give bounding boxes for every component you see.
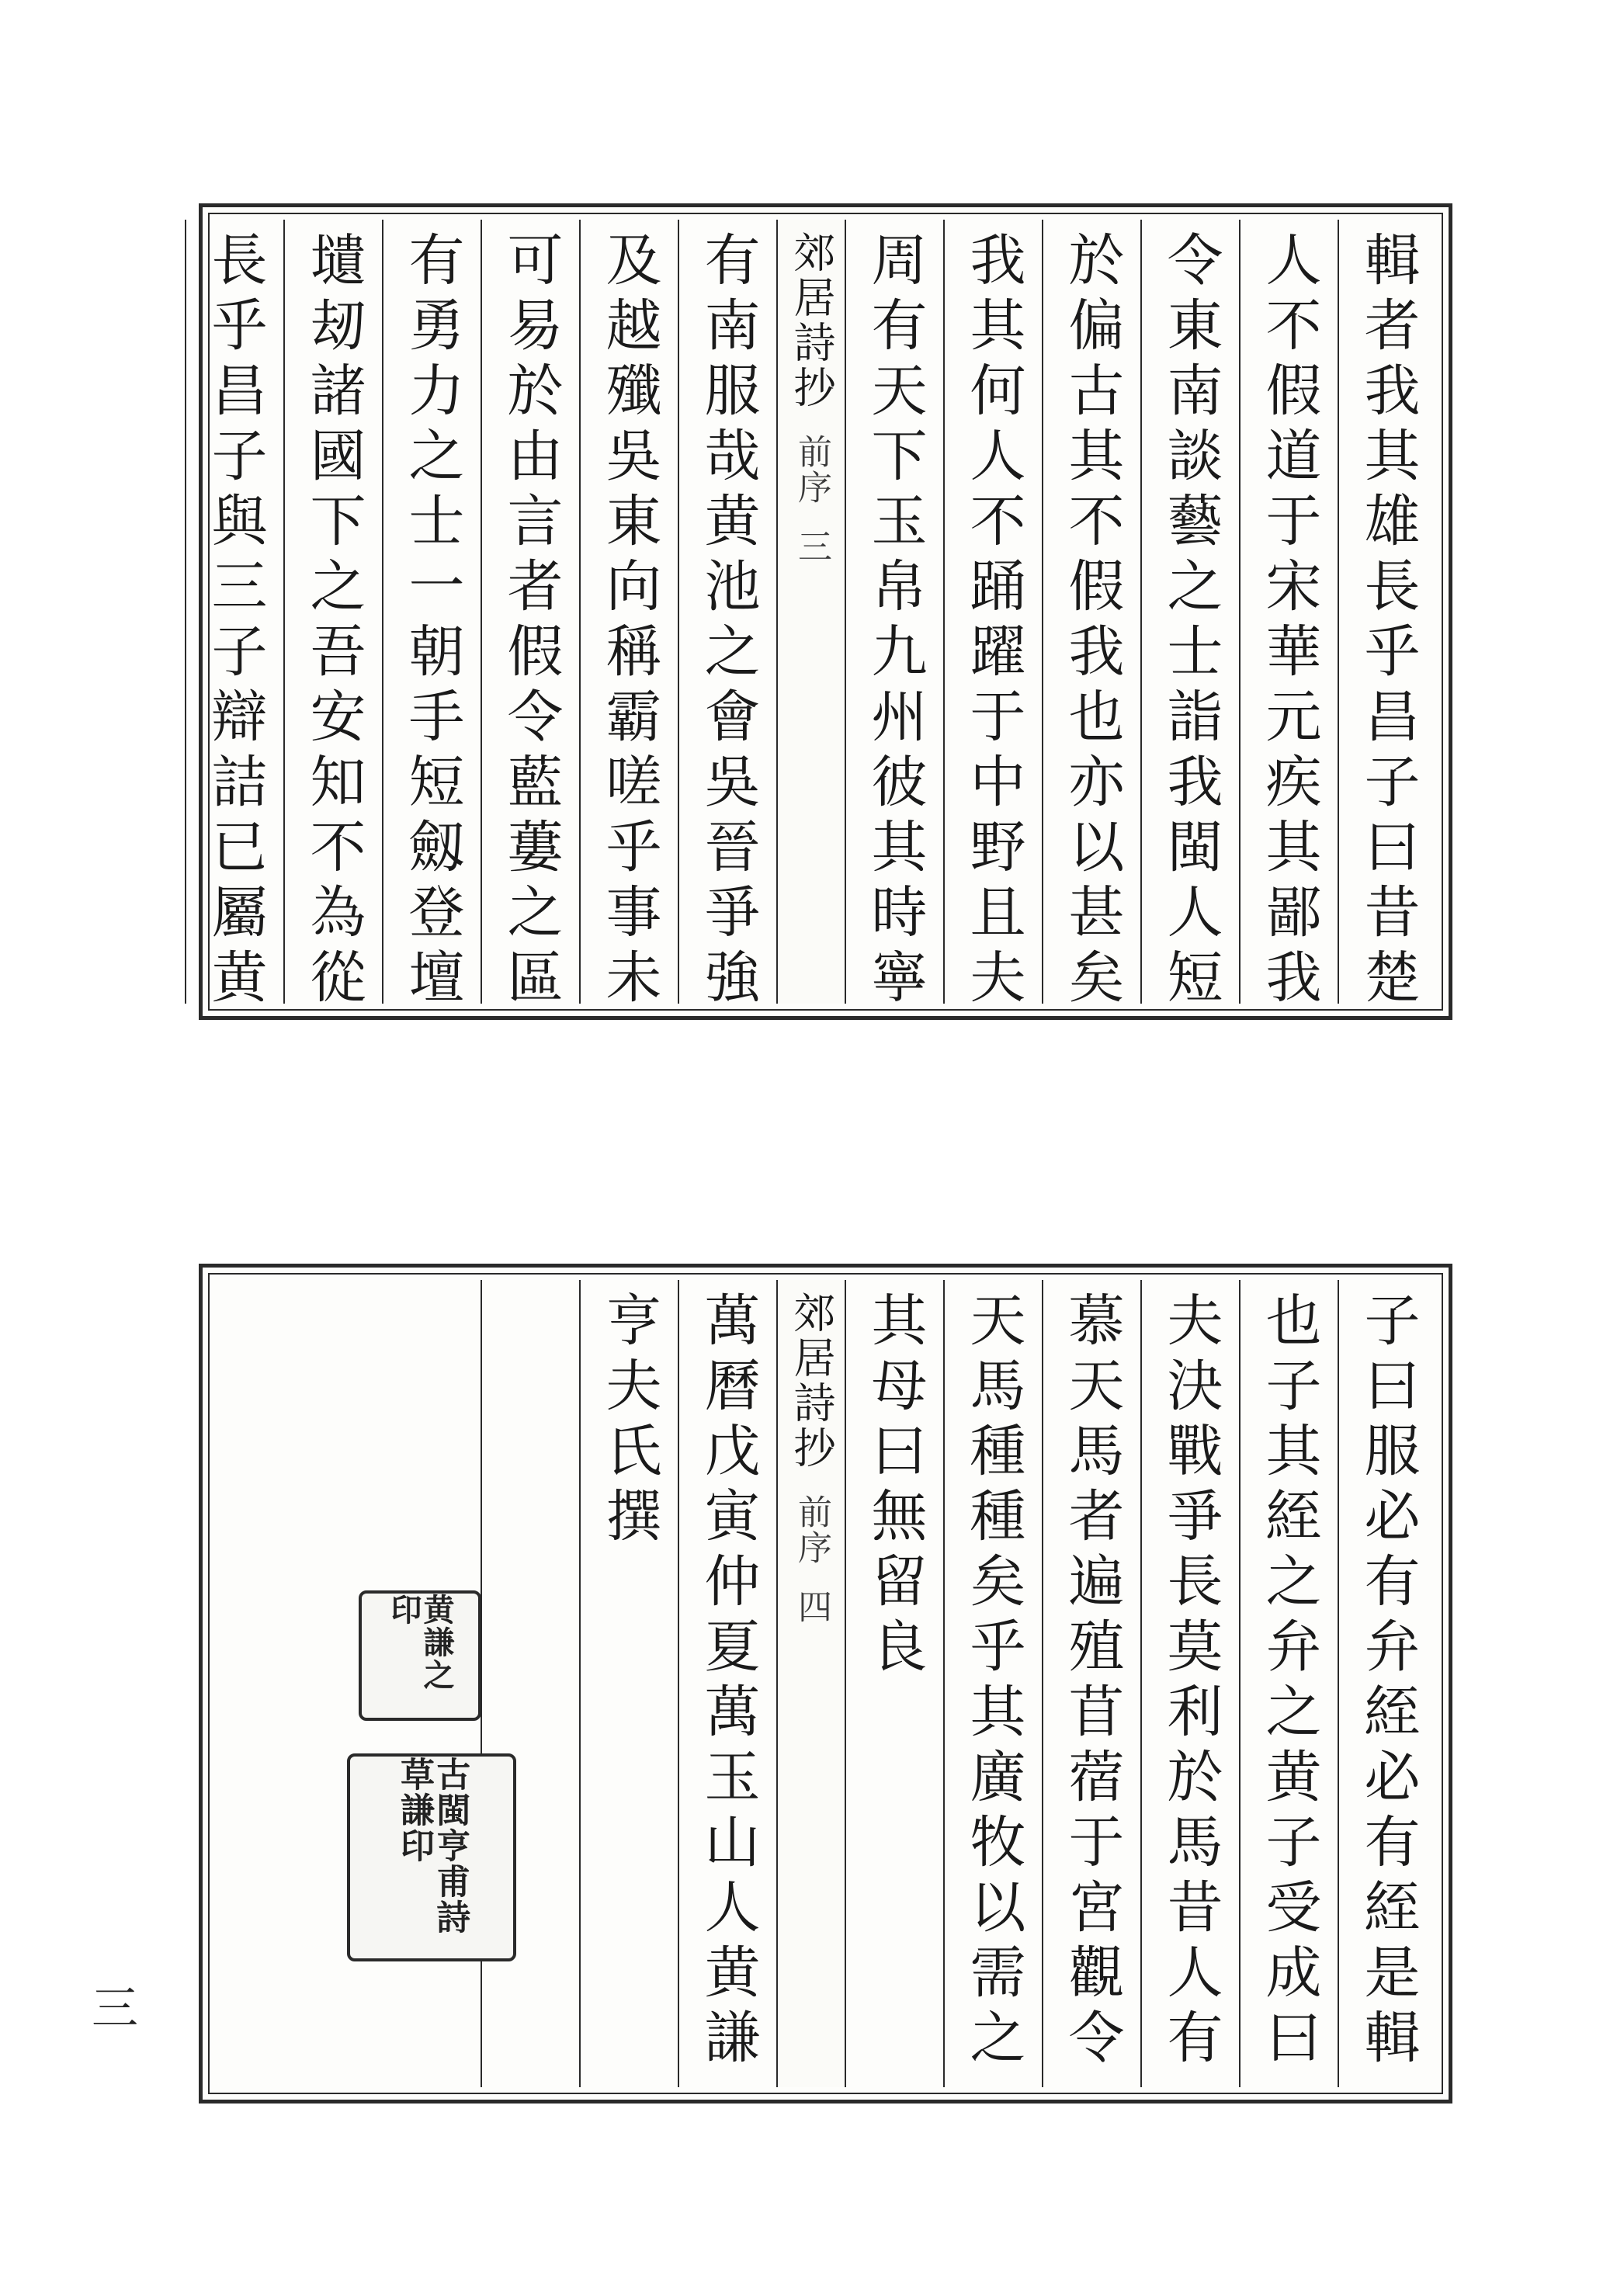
- text-column: 周有天下玉帛九州彼其時寧: [845, 220, 943, 1004]
- text-column: 於偏古其不假我也亦以甚矣: [1042, 220, 1140, 1004]
- text-column: 壝刼諸國下之吾安知不為從: [283, 220, 382, 1004]
- large-seal-stamp: [347, 1753, 516, 1961]
- center-fold-margin: [776, 220, 845, 1004]
- page-number: 三: [92, 1982, 138, 2036]
- text-column: 也子其絰之弁之黄子受成曰: [1239, 1280, 1338, 2087]
- text-column: 有勇力之士一朝手短劔登壇: [382, 220, 481, 1004]
- book-title: 郊居詩抄: [787, 231, 836, 411]
- text-column: 其母曰無留良: [845, 1280, 943, 2087]
- seal-area: [215, 1280, 481, 2087]
- bottom-page-frame: [199, 1264, 1452, 2104]
- text-column: 子曰服必有弁絰必有絰是輯: [1338, 1280, 1436, 2087]
- text-column: 人不假道于宋華元疾其鄙我: [1239, 220, 1338, 1004]
- seal-large-text: 古閩亨甫詩草謙印: [394, 1757, 470, 1935]
- small-seal-stamp: [359, 1590, 481, 1721]
- text-column: 長乎昌子與三子辯詰已屬黄: [185, 220, 283, 1004]
- text-column: 令東南談藝之士詣我閩人短: [1140, 220, 1239, 1004]
- section-label: 前序: [792, 434, 831, 505]
- text-column: 天馬種種矣乎其廣牧以需之: [943, 1280, 1042, 2087]
- bottom-page-columns: [215, 1280, 1436, 2087]
- text-column: 有南服哉黄池之會吳晉爭強: [678, 220, 776, 1004]
- text-column: 萬曆戊寅仲夏萬玉山人黄謙: [678, 1280, 776, 2087]
- fold-page-number: 三: [792, 529, 831, 564]
- top-page-frame: [199, 203, 1452, 1020]
- fold-page-number: 四: [792, 1589, 831, 1625]
- text-column: 輯者我其雄長乎昌子曰昔楚: [1338, 220, 1436, 1004]
- text-column: 夫決戰爭長莫利於馬昔人有: [1140, 1280, 1239, 2087]
- seal-small-text: 黄謙之印: [386, 1594, 455, 1691]
- book-title: 郊居詩抄: [787, 1291, 836, 1471]
- text-column: 我其何人不踊躍于中野且夫: [943, 220, 1042, 1004]
- top-page-columns: [202, 220, 1436, 1013]
- section-label: 前序: [792, 1494, 831, 1566]
- center-fold-margin: [776, 1280, 845, 2087]
- text-column: 可易於由言者假令藍蔞之區: [481, 220, 579, 1004]
- empty-column: [481, 1280, 579, 2087]
- text-column: 及越殲吳東向稱霸嗟乎事未: [579, 220, 678, 1004]
- text-column: 慕天馬者遍殖苜蓿于宮觀令: [1042, 1280, 1140, 2087]
- text-column: 亨夫氏撰: [579, 1280, 678, 2087]
